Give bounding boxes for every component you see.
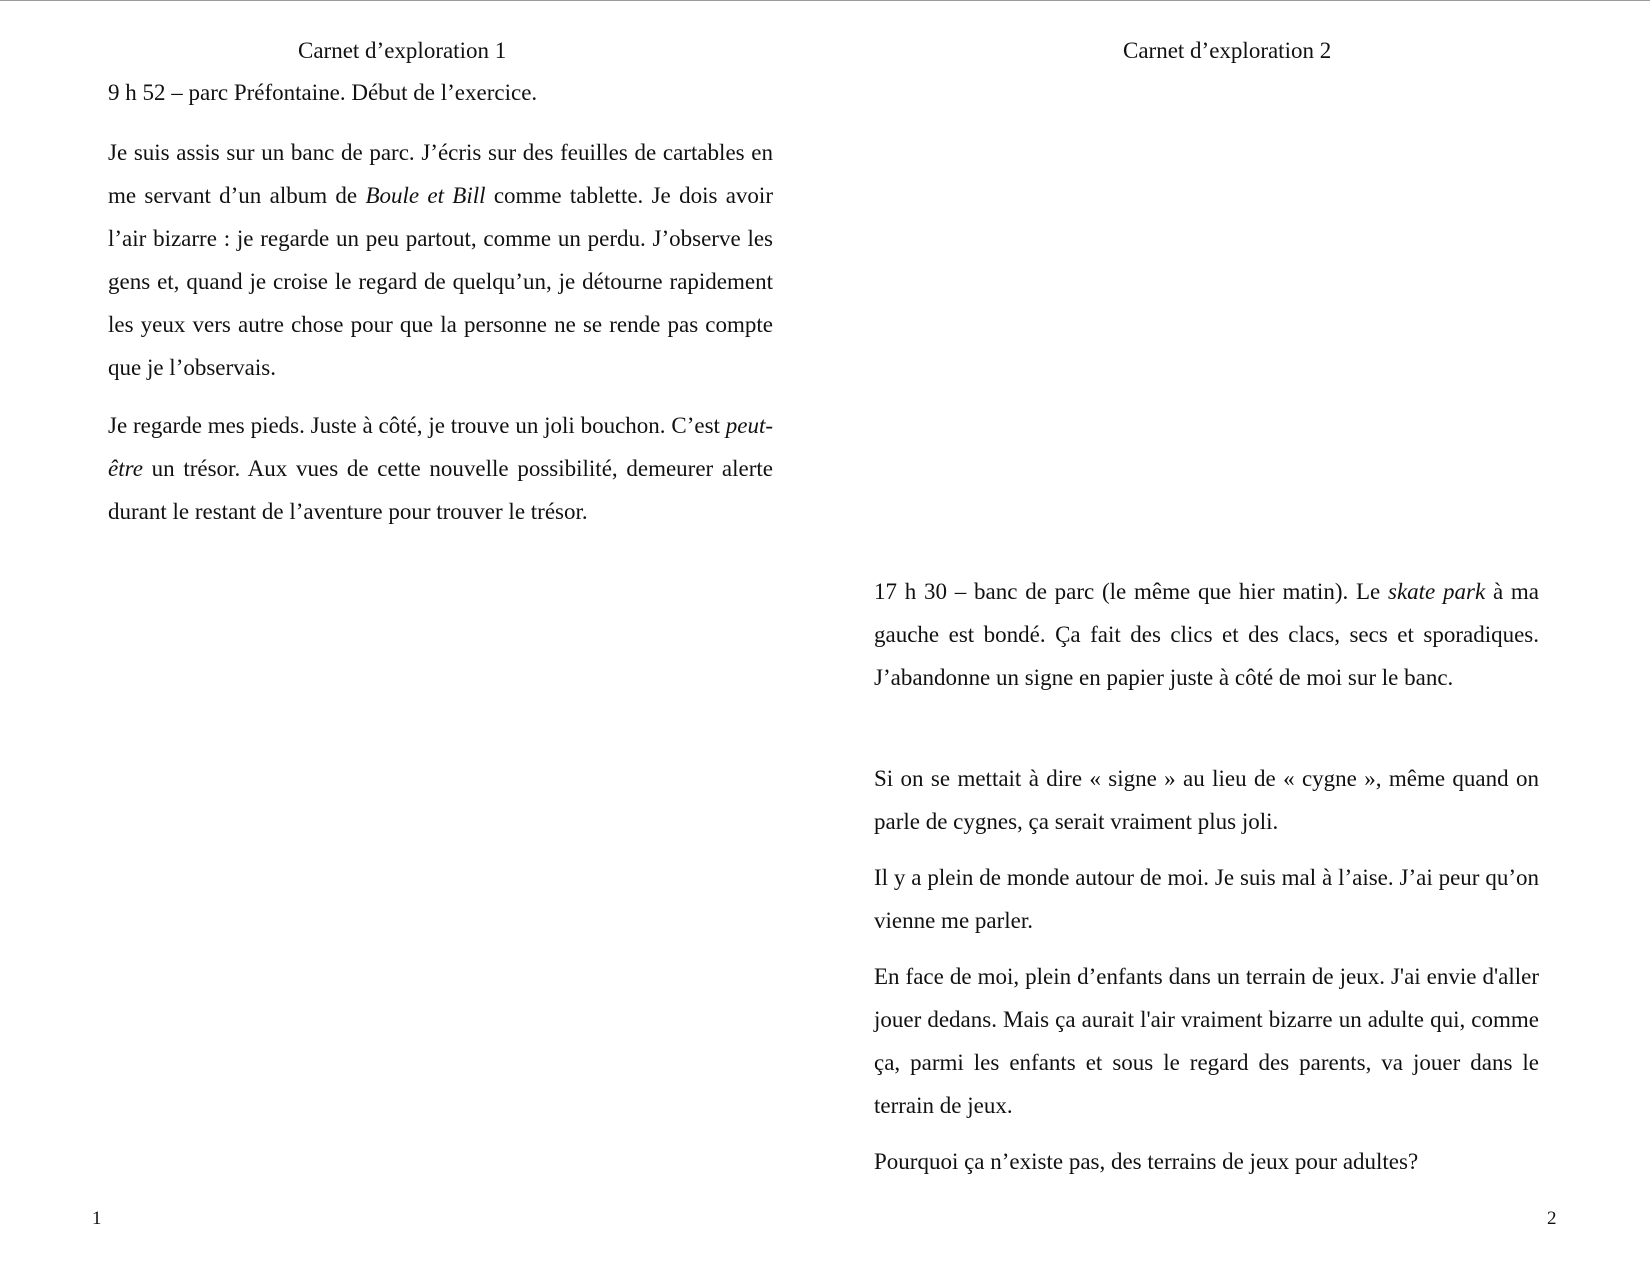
right-paragraph-4: En face de moi, plein d’enfants dans un terrain de jeux. J'ai envie d'aller jouer dedans. Mais ça aurait l'air vraiment bizarre un adulte qui, comme ça, parmi les enfants et sous le regard des parents, va jouer dans le terrain de jeux.	[874, 964, 1539, 1118]
left-paragraph-1-text-a: Je suis assis sur un banc de parc. J’écris sur des feuilles de cartables en me servant d’un album de	[108, 140, 773, 208]
left-page-number: 1	[92, 1208, 102, 1229]
right-paragraph-3: Il y a plein de monde autour de moi. Je suis mal à l’aise. J’ai peur qu’on vienne me parler.	[874, 865, 1539, 933]
right-page-header: Carnet d’exploration 2	[1123, 38, 1332, 63]
left-entry-heading: 9 h 52 – parc Préfontaine. Début de l’exercice.	[108, 80, 538, 105]
left-paragraph-1-text-b: comme tablette. Je dois avoir l’air bizarre : je regarde un peu partout, comme un perdu. J’observe les gens et, quand je croise le regard de quelqu’un, je détourne rapidement les yeux vers autre chose pour que la personne ne se rende pas compte que je l’observais.	[108, 183, 773, 380]
right-paragraph-2: Si on se mettait à dire « signe » au lieu de « cygne », même quand on parle de cygnes, ça serait vraiment plus joli.	[874, 766, 1539, 834]
left-paragraph-1	[108, 131, 773, 389]
right-paragraph-1	[874, 570, 1539, 699]
left-paragraph-2-text-b: un trésor. Aux vues de cette nouvelle possibilité, demeurer alerte durant le restant de l’aventure pour trouver le trésor.	[108, 456, 773, 524]
right-page	[825, 0, 1650, 1275]
left-page-header: Carnet d’exploration 1	[298, 38, 507, 63]
right-paragraph-1-text-a: 17 h 30 – banc de parc (le même que hier matin). Le	[874, 579, 1388, 604]
left-paragraph-1-italic: Boule et Bill	[365, 183, 486, 208]
right-paragraph-5: Pourquoi ça n’existe pas, des terrains de jeux pour adultes?	[874, 1149, 1419, 1174]
left-paragraph-2-text-a: Je regarde mes pieds. Juste à côté, je trouve un joli bouchon. C’est	[108, 413, 726, 438]
left-paragraph-2-italic: peut-être	[108, 413, 773, 481]
right-paragraph-1-italic: skate park	[1388, 579, 1486, 604]
right-page-number: 2	[1547, 1208, 1557, 1229]
right-paragraph-1-text-b: à ma gauche est bondé. Ça fait des clics et des clacs, secs et sporadiques. J’abandonne un signe en papier juste à côté de moi sur le banc.	[874, 579, 1540, 690]
left-paragraph-2	[108, 404, 773, 533]
